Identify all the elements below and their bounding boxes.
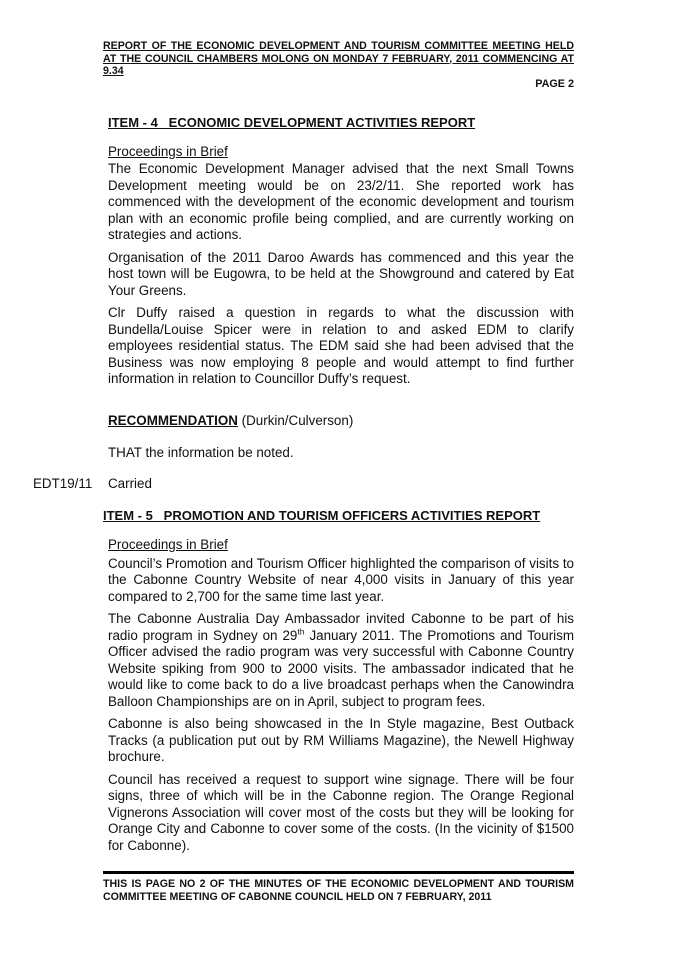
item-4-paragraph: Clr Duffy raised a question in regards to what the discussion with Bundella/Louise Spicer were in relation to and asked EDM to clarify employees residential status. The EDM said she had been advised that the Business was now employing 8 people and would attempt to find further information in relation to Councillor Duffy’s request. xyxy=(108,305,574,386)
recommendation xyxy=(108,413,574,430)
page-number: PAGE 2 xyxy=(535,77,574,90)
item-4-paragraph: The Economic Development Manager advised that the next Small Towns Development meeting would be on 23/2/11. She reported work has commenced with the development of the economic development and tourism plan with an economic profile being complied, and are currently working on strategies and actions. xyxy=(108,161,574,242)
radio-text-after: January 2011. The Promotions and Tourism Officer advised the radio program was very successful with Cabonne Country Website spiking from 900 to 2000 visits. The ambassador indicated that he would like to come back to do a live broadcast perhaps when the Canowindra Balloon Championships are on in April, subject to program fees. xyxy=(108,627,574,709)
item-5-heading: ITEM - 5 PROMOTION AND TOURISM OFFICERS ACTIVITIES REPORT xyxy=(103,508,541,523)
resolution-number: EDT19/11 xyxy=(33,476,93,491)
page-footer: THIS IS PAGE NO 2 OF THE MINUTES OF THE ECONOMIC DEVELOPMENT AND TOURISM COMMITTEE MEETING OF CABONNE COUNCIL HELD ON 7 FEBRUARY, 2011 xyxy=(103,878,574,903)
item-4-subheading: Proceedings in Brief xyxy=(108,143,228,159)
date-superscript: th xyxy=(297,626,305,637)
page-header xyxy=(103,40,574,90)
recommendation-movers: (Durkin/Culverson) xyxy=(237,413,354,428)
item-5-paragraph-radio xyxy=(108,611,574,710)
item-5-paragraph: Cabonne is also being showcased in the In Style magazine, Best Outback Tracks (a publication put out by RM Williams Magazine), the Newell Highway brochure. xyxy=(108,716,574,764)
item-4-section xyxy=(108,115,574,388)
item-5-subheading: Proceedings in Brief xyxy=(108,537,228,552)
recommendation-text: THAT the information be noted. xyxy=(108,445,294,460)
report-title: REPORT OF THE ECONOMIC DEVELOPMENT AND TOURISM COMMITTEE MEETING HELD AT THE COUNCIL CHAMBERS MOLONG ON MONDAY 7 FEBRUARY, 2011 COMMENCING AT 9.34 xyxy=(103,40,574,77)
item-4-heading: ITEM - 4 ECONOMIC DEVELOPMENT ACTIVITIES REPORT xyxy=(108,115,476,130)
radio-text-before: The Cabonne Australia Day Ambassador invited Cabonne to be part of his radio program in Sydney on 29 xyxy=(108,611,574,643)
resolution-status: Carried xyxy=(108,476,152,491)
footer-divider xyxy=(103,871,574,874)
item-4-paragraph: Organisation of the 2011 Daroo Awards has commenced and this year the host town will be Eugowra, to be held at the Showground and catered by Eat Your Greens. xyxy=(108,249,574,298)
item-5-body xyxy=(108,537,574,854)
recommendation-title: RECOMMENDATION xyxy=(108,413,238,428)
item-5-paragraph: Council’s Promotion and Tourism Officer highlighted the comparison of visits to the Cabonne Country Website of near 4,000 visits in January of this year compared to 2,700 for the same time last year. xyxy=(108,555,574,604)
item-5-paragraph: Council has received a request to support wine signage. There will be four signs, three of which will be in the Cabonne region. The Orange Regional Vignerons Association will cover most of the costs but they will be looking for Orange City and Cabonne to cover some of the costs. (In the vicinity of $1500 for Cabonne). xyxy=(108,771,574,853)
item-5-section xyxy=(103,508,574,525)
